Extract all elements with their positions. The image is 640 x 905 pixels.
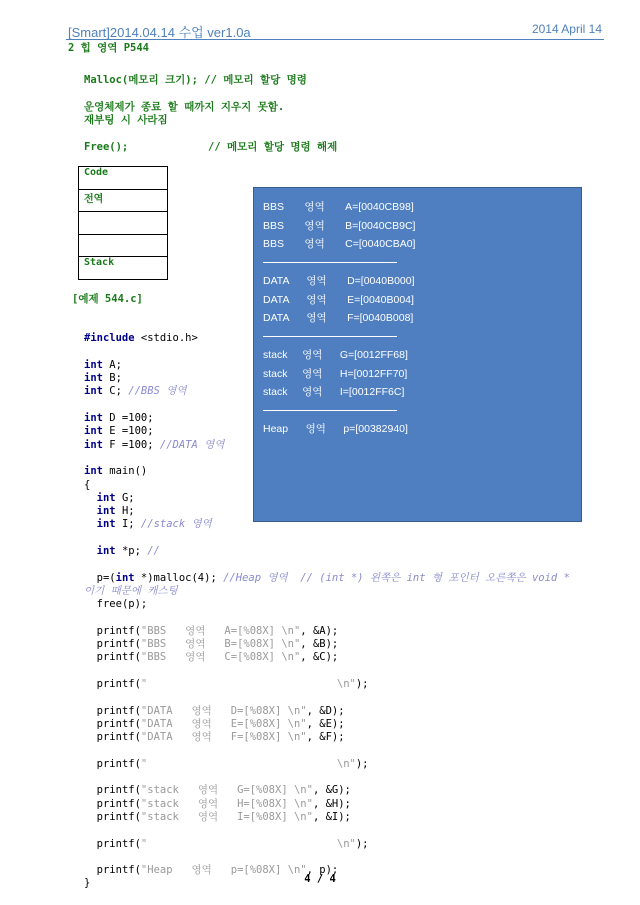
code-line: printf("DATA 영역 E=[%08X] \n", &E); [96,717,345,730]
code-line: printf("Heap 영역 p=[%08X] \n", p); [96,864,339,877]
code-line: printf(" \n"); [96,837,369,850]
code-line: free(p); [96,598,148,611]
memory-cell: 전역 [79,189,168,212]
output-line: DATA 영역 D=[0040B000] [263,275,415,287]
output-panel [253,187,582,522]
code-line: 이기 때문에 캐스팅 [84,584,178,597]
free-comment: // 메모리 할당 명령 해제 [208,141,338,153]
code-line: int F =100; //DATA 영역 [84,438,225,451]
code-line: printf("BBS 영역 B=[%08X] \n", &B); [96,638,339,651]
code-line: int main() [84,465,148,478]
header-title: [Smart]2014.04.14 수업 ver1.0a [68,25,251,40]
code-line: int E =100; [84,425,154,438]
output-line: BBS 영역 A=[0040CB98] [263,201,414,213]
output-separator [263,262,397,263]
output-separator [263,336,397,337]
code-line: int *p; // [96,545,160,558]
output-line: DATA 영역 F=[0040B008] [263,312,414,324]
memory-cell: Code [79,167,168,190]
memory-cell: Stack [79,257,168,280]
code-line: printf("stack 영역 I=[%08X] \n", &I); [96,810,351,823]
code-line: int I; //stack 영역 [96,518,212,531]
header-rule [66,39,604,40]
header-date: 2014 April 14 [531,22,602,36]
code-line: p=(int *)malloc(4); //Heap 영역 // (int *) 왼쪽은 int 형 포인터 오른쪽은 void * [96,571,570,584]
output-line: DATA 영역 E=[0040B004] [263,294,414,306]
free-line: Free(); [84,141,129,153]
malloc-line: Malloc(메모리 크기); // 메모리 할당 명령 [84,74,307,86]
code-line: int H; [96,505,135,518]
memory-cell [79,234,168,257]
code-line: #include <stdio.h> [84,332,198,345]
section-heading: 2 힙 영역 P544 [68,42,150,54]
example-title: [예제 544.c] [72,293,143,305]
output-line: stack 영역 G=[0012FF68] [263,349,408,361]
output-line: stack 영역 H=[0012FF70] [263,368,408,380]
output-line: Heap 영역 p=[00382940] [263,423,408,435]
code-line: printf("stack 영역 H=[%08X] \n", &H); [96,797,351,810]
code-line: int A; [84,358,122,371]
output-line: BBS 영역 B=[0040CB9C] [263,220,416,232]
code-line: int G; [96,491,135,504]
code-line: printf("DATA 영역 D=[%08X] \n", &D); [96,704,345,717]
code-line: printf(" \n"); [96,757,369,770]
page-number: 4 / 4 [304,873,336,885]
memory-layout-table [78,166,168,280]
code-line: { [84,478,91,491]
code-line: printf("DATA 영역 F=[%08X] \n", &F); [96,731,345,744]
code-line: printf("BBS 영역 C=[%08X] \n", &C); [96,651,339,664]
code-line: int C; //BBS 영역 [84,385,187,398]
output-line: BBS 영역 C=[0040CBA0] [263,238,416,250]
memory-cell [79,212,168,235]
output-separator [263,410,397,411]
code-line: printf("BBS 영역 A=[%08X] \n", &A); [96,624,339,637]
code-line: printf(" \n"); [96,678,369,691]
code-line: } [84,877,91,890]
code-line: int B; [84,372,122,385]
note-line-1: 운영체제가 종료 할 때까지 지우지 못함. [84,101,285,113]
code-line: int D =100; [84,412,154,425]
output-line: stack 영역 I=[0012FF6C] [263,386,405,398]
note-line-2: 재부팅 시 사라짐 [84,114,168,126]
code-line: printf("stack 영역 G=[%08X] \n", &G); [96,784,351,797]
